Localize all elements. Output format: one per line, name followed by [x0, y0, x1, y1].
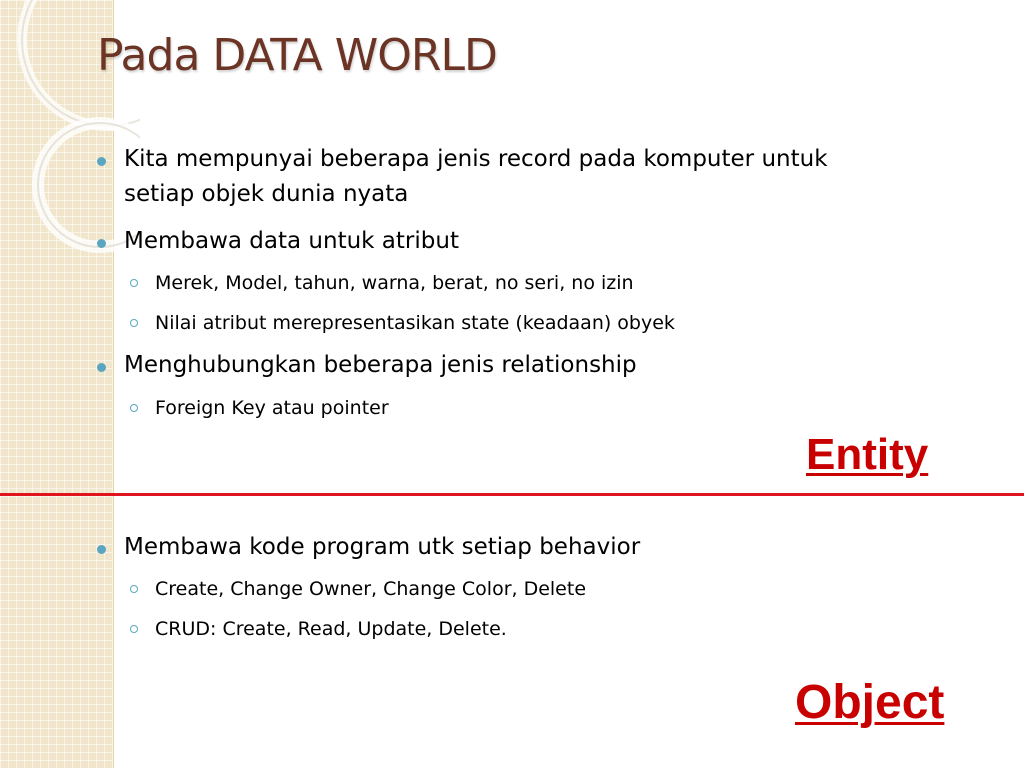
- bullet-item: [124, 534, 640, 560]
- sub-bullet-item: [155, 397, 389, 419]
- bullet-dot-icon: [97, 545, 106, 554]
- bullet-dot-icon: [97, 157, 106, 166]
- bullet-text: Kita mempunyai beberapa jenis record pada komputer untuk: [124, 146, 828, 172]
- bullet-item: [124, 228, 459, 254]
- sub-bullet-ring-icon: [130, 404, 138, 412]
- sub-bullet-text: Create, Change Owner, Change Color, Delete: [155, 578, 587, 600]
- sub-bullet-text: Foreign Key atau pointer: [155, 397, 389, 419]
- sub-bullet-text: Nilai atribut merepresentasikan state (keadaan) obyek: [155, 312, 675, 334]
- bullet-text: Membawa data untuk atribut: [124, 228, 459, 254]
- bullet-item-continuation: [124, 181, 408, 207]
- bullet-item: [124, 146, 828, 172]
- slide-title: Pada DATA WORLD: [97, 30, 497, 81]
- sub-bullet-text: CRUD: Create, Read, Update, Delete.: [155, 618, 507, 640]
- sub-bullet-ring-icon: [130, 625, 138, 633]
- entity-label: Entity: [806, 430, 929, 479]
- sub-bullet-item: [155, 578, 586, 600]
- sub-bullet-item: [155, 312, 675, 334]
- sub-bullet-item: [155, 272, 634, 294]
- bullet-text: setiap objek dunia nyata: [124, 181, 409, 207]
- object-label: Object: [795, 676, 945, 729]
- sub-bullet-ring-icon: [130, 319, 138, 327]
- bullet-item: [124, 352, 637, 378]
- sub-bullet-item: [155, 618, 507, 640]
- red-divider-line: [0, 493, 1024, 496]
- bullet-dot-icon: [97, 363, 106, 372]
- bullet-text: Menghubungkan beberapa jenis relationship: [124, 352, 637, 378]
- bullet-text: Membawa kode program utk setiap behavior: [124, 534, 641, 560]
- bullet-dot-icon: [97, 239, 106, 248]
- sub-bullet-text: Merek, Model, tahun, warna, berat, no seri, no izin: [155, 272, 634, 294]
- sub-bullet-ring-icon: [130, 585, 138, 593]
- sub-bullet-ring-icon: [130, 279, 138, 287]
